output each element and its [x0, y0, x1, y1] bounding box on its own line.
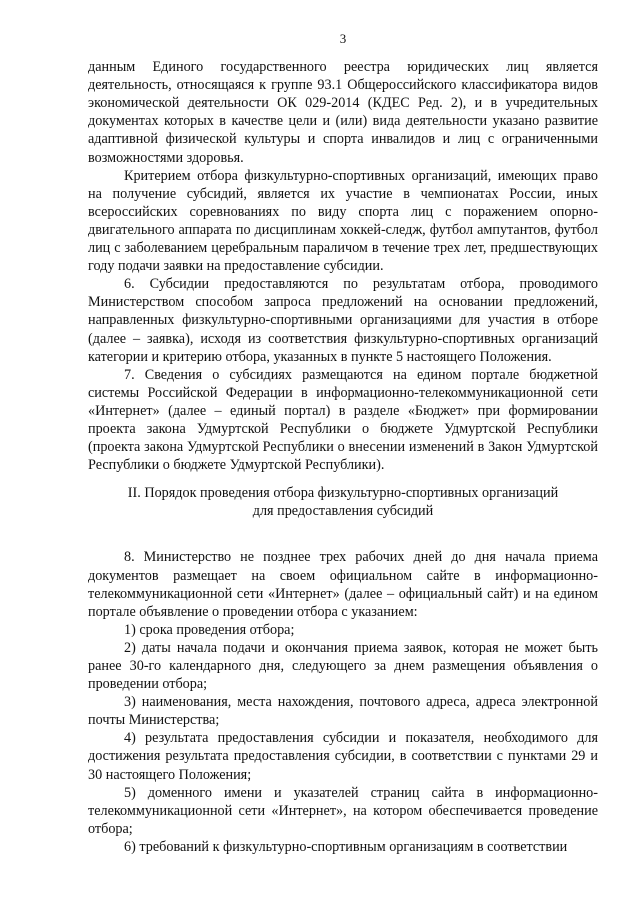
- list-item-6: 6) требований к физкультурно-спортивным организациям в соответствии: [124, 838, 568, 855]
- section-heading-line-2: для предоставления субсидий: [252, 503, 434, 520]
- section-heading-line-1: II. Порядок проведения отбора физкультурно-спортивных организаций: [127, 485, 559, 502]
- paragraph-selection-criterion: Критерием отбора физкультурно-спортивных организаций, имеющих право на получение субсидий, является их участие в чемпионатах России, иных всероссийских соревнованиях по виду спорта лиц с поражением опорно-двигательного аппарата по дисциплинам хоккей-следж, футбол ампутантов, футбол лиц с заболеванием церебральным параличом в течение трех лет, предшествующих году подачи заявки на предоставление субсидии.: [88, 167, 598, 275]
- paragraph-item-6: 6. Субсидии предоставляются по результатам отбора, проводимого Министерством способом запроса предложений на основании предложений, направленных физкультурно-спортивными организациями для участия в отборе (далее – заявка), исходя из соответствия физкультурно-спортивных организаций категории и критерию отбора, указанных в пункте 5 настоящего Положения.: [88, 276, 598, 365]
- paragraph-item-7: 7. Сведения о субсидиях размещаются на едином портале бюджетной системы Российской Федерации в информационно-телекоммуникационной сети «Интернет» (далее – единый портал) в разделе «Бюджет» при формировании проекта закона Удмуртской Республики о бюджете Удмуртской Республики (проекта закона Удмуртской Республики о внесении изменений в Закон Удмуртской Республики о бюджете Удмуртской Республики).: [88, 366, 598, 474]
- list-item-2: 2) даты начала подачи и окончания приема заявок, которая не может быть ранее 30-го календарного дня, следующего за днем размещения объявления о проведении отбора;: [88, 639, 598, 693]
- list-item-5: 5) доменного имени и указателей страниц сайта в информационно-телекоммуникационной сети «Интернет», на котором обеспечивается проведение отбора;: [88, 784, 598, 837]
- page-number: 3: [339, 31, 347, 46]
- list-item-1: 1) срока проведения отбора;: [124, 621, 295, 638]
- paragraph-item-8: 8. Министерство не позднее трех рабочих дней до дня начала приема документов размещает на своем официальном сайте в информационно-телекоммуникационной сети «Интернет» (далее – официальный сайт) и на едином портале объявление о проведении отбора с указанием:: [88, 549, 598, 620]
- list-item-3: 3) наименования, места нахождения, почтового адреса, адреса электронной почты Министерства;: [88, 694, 598, 729]
- list-item-4: 4) результата предоставления субсидии и показателя, необходимого для достижения результата предоставления субсидии, в соответствии с пунктами 29 и 30 настоящего Положения;: [88, 730, 598, 783]
- document-page: [88, 30, 598, 856]
- paragraph-continuation: данным Единого государственного реестра юридических лиц является деятельность, относящаяся к группе 93.1 Общероссийского классификатора видов экономической деятельности ОК 029-2014 (КДЕС Ред. 2), и в учредительных документах которых в качестве цели и (или) вида деятельности указано развитие адаптивной физической культуры и спорта инвалидов и лиц с ограниченными возможностями здоровья.: [88, 59, 598, 166]
- section-heading: [88, 484, 598, 520]
